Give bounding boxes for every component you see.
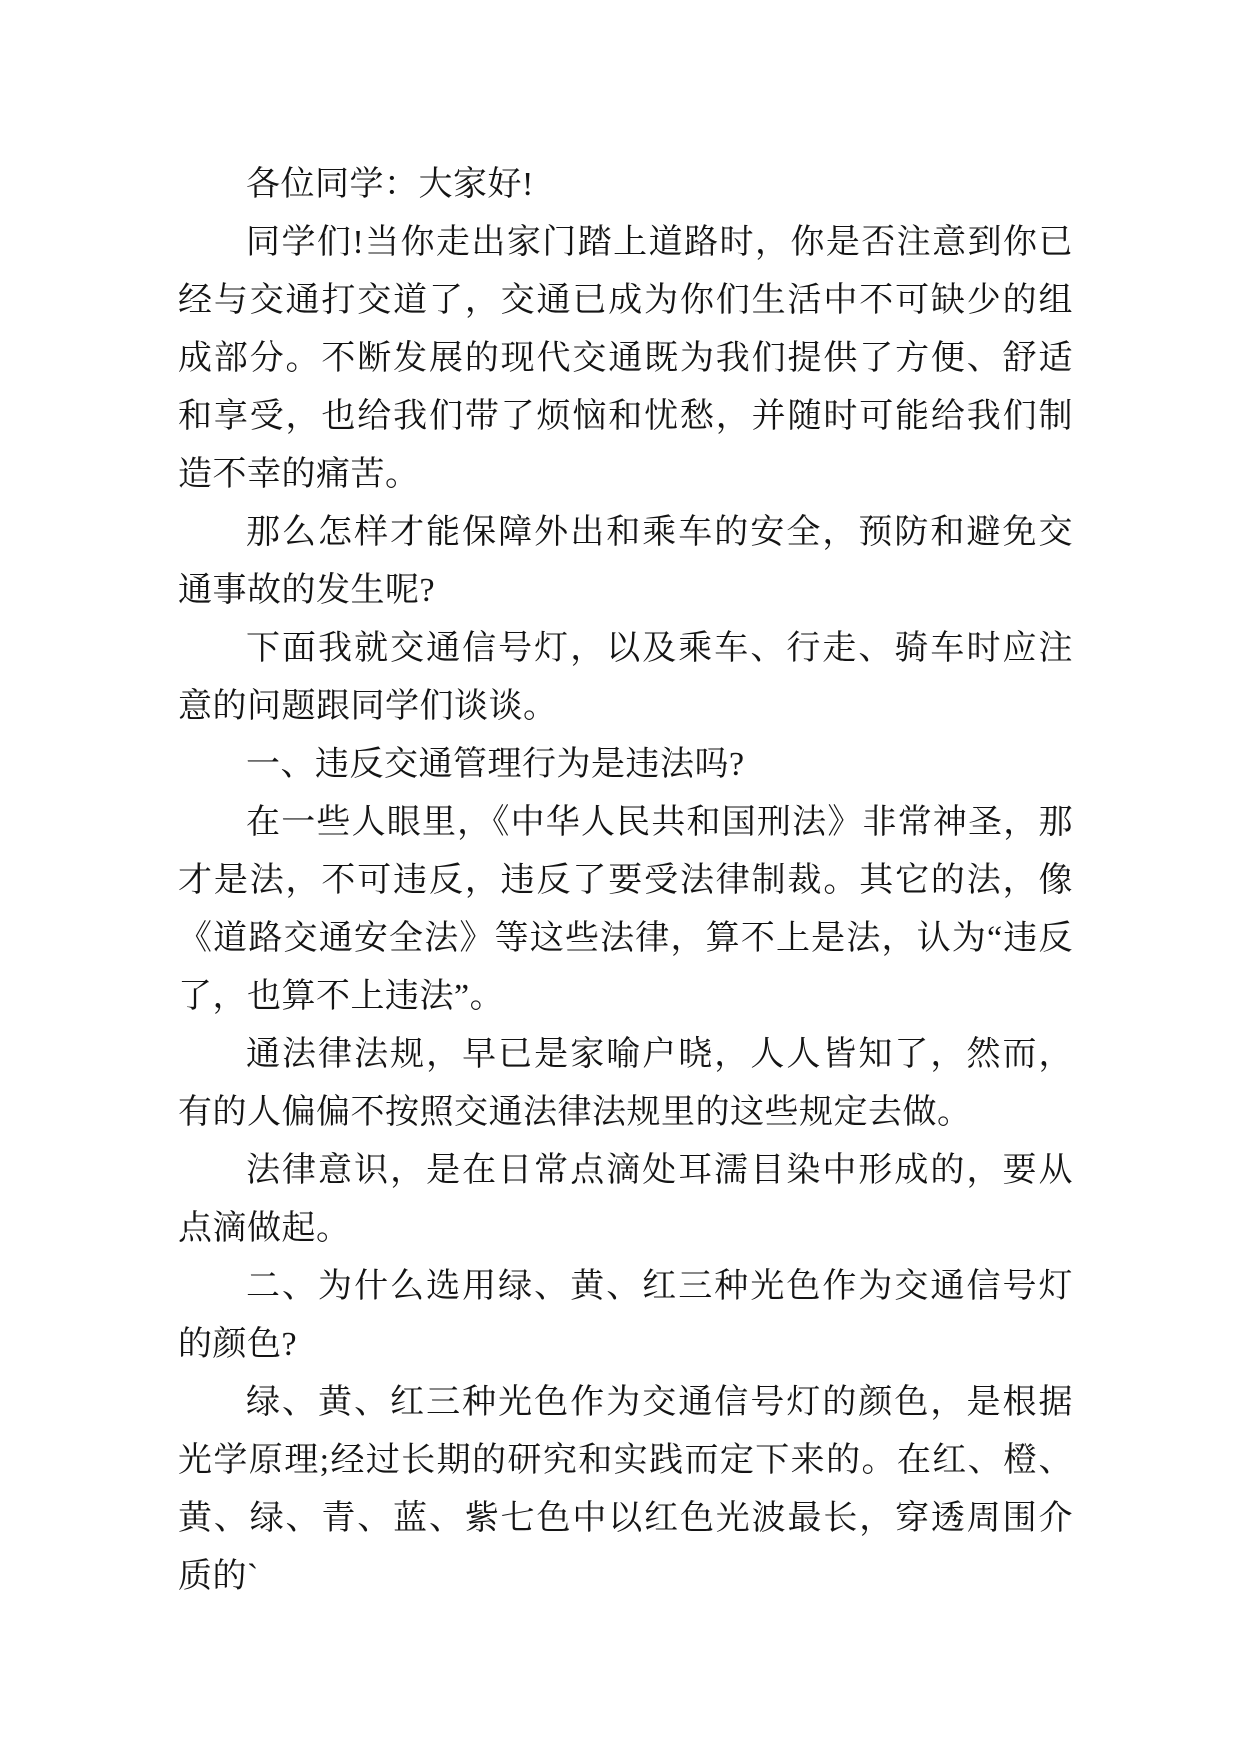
paragraph-question: 那么怎样才能保障外出和乘车的安全，预防和避免交通事故的发生呢?: [178, 514, 1073, 609]
paragraph-law-view: 在一些人眼里，《中华人民共和国刑法》非常神圣，那才是法，不可违反，违反了要受法律制裁。其它的法，像《道路交通安全法》等这些法律，算不上是法，认为“违反了，也算不上违法”。: [178, 804, 1073, 1015]
paragraph-light-colors: 绿、黄、红三种光色作为交通信号灯的颜色，是根据光学原理;经过长期的研究和实践而定下来的。在红、橙、黄、绿、青、蓝、紫七色中以红色光波最长，穿透周围介质的`: [178, 1384, 1073, 1595]
section-heading-2: 二、为什么选用绿、黄、红三种光色作为交通信号灯的颜色?: [178, 1268, 1073, 1363]
paragraph-law-known: 通法律法规，早已是家喻户晓，人人皆知了，然而，有的人偏偏不按照交通法律法规里的这些规定去做。: [178, 1036, 1073, 1131]
paragraph-intro: 同学们!当你走出家门踏上道路时，你是否注意到你已经与交通打交道了，交通已成为你们生活中不可缺少的组成部分。不断发展的现代交通既为我们提供了方便、舒适和享受，也给我们带了烦恼和忧愁，并随时可能给我们制造不幸的痛苦。: [178, 224, 1073, 493]
section-heading-1: 一、违反交通管理行为是违法吗?: [246, 746, 745, 783]
paragraph-greeting: 各位同学：大家好!: [246, 166, 534, 203]
paragraph-law-awareness: 法律意识，是在日常点滴处耳濡目染中形成的，要从点滴做起。: [178, 1152, 1073, 1247]
document-body: [178, 156, 1073, 1606]
paragraph-overview: 下面我就交通信号灯，以及乘车、行走、骑车时应注意的问题跟同学们谈谈。: [178, 630, 1073, 725]
